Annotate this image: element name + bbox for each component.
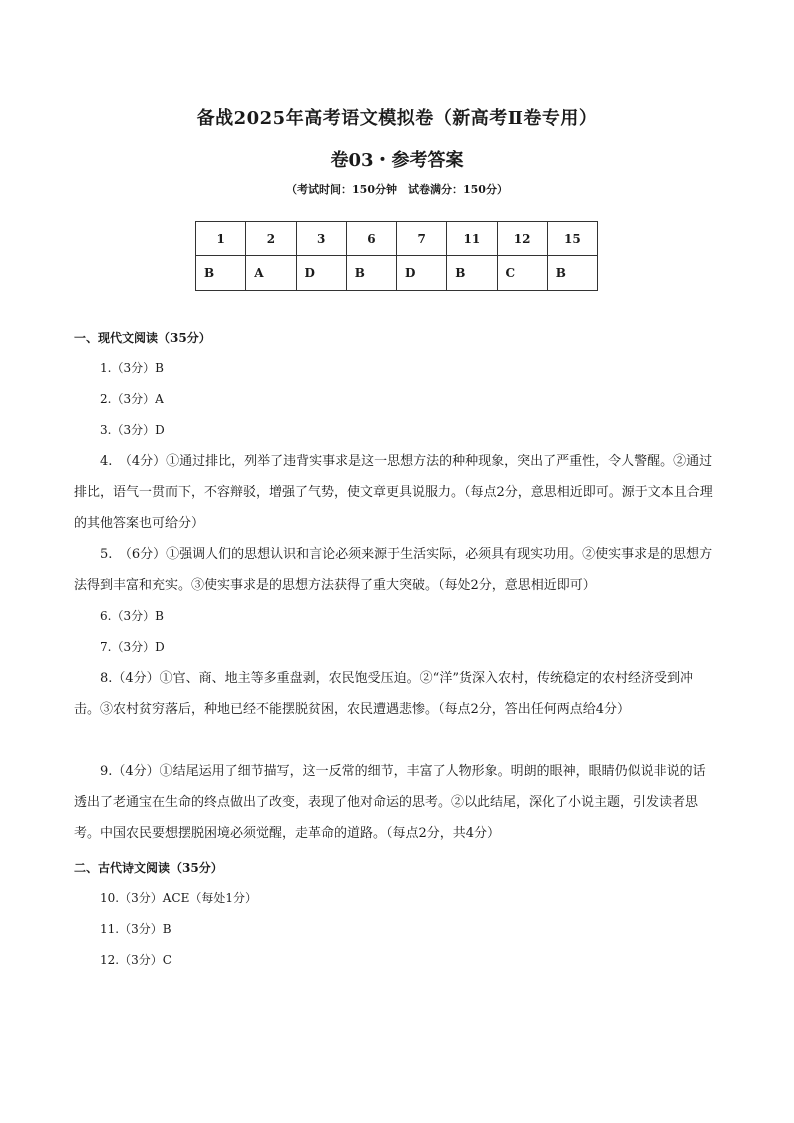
answer-cell: D <box>397 256 447 291</box>
answer-cell: A <box>246 256 296 291</box>
question-number-cell: 11 <box>447 222 497 256</box>
answer-item-8: 8.（4分）①官、商、地主等多重盘剥，农民饱受压迫。②“洋”货深入农村，传统稳定的农村经济受到冲击。③农村贫穷落后，种地已经不能摆脱贫困，农民遭遇悲惨。（每点2分，答出任何两点给4分） <box>74 671 693 717</box>
answer-table-header-row <box>196 222 598 256</box>
question-number-cell: 15 <box>547 222 597 256</box>
question-number-cell: 1 <box>196 222 246 256</box>
answer-cell: B <box>196 256 246 291</box>
answer-item-9: 9.（4分）①结尾运用了细节描写，这一反常的细节，丰富了人物形象。明朗的眼神，眼睛仍似说非说的话透出了老通宝在生命的终点做出了改变，表现了他对命运的思考。②以此结尾，深化了小说主题，引发读者思考。中国农民要想摆脱困境必须觉醒，走革命的道路。（每点2分，共4分） <box>74 764 706 841</box>
answer-table <box>195 221 598 291</box>
exam-info: （考试时间：150分钟 试卷满分：150分） <box>286 183 508 196</box>
document-subtitle: 卷03・参考答案 <box>330 150 464 171</box>
answer-item-6: 6.（3分）B <box>100 609 164 623</box>
question-number-cell: 3 <box>296 222 346 256</box>
answer-item-1: 1.（3分）B <box>100 361 164 375</box>
question-number-cell: 12 <box>497 222 547 256</box>
document-title: 备战2025年高考语文模拟卷（新高考Ⅱ卷专用） <box>196 108 598 129</box>
answer-cell: B <box>447 256 497 291</box>
answer-item-5: 5. （6分）①强调人们的思想认识和言论必须来源于生活实际，必须具有现实功用。②使实事求是的思想方法得到丰富和充实。③使实事求是的思想方法获得了重大突破。（每处2分，意思相近即可） <box>74 547 713 593</box>
section-heading-modern-reading: 一、现代文阅读（35分） <box>74 331 211 345</box>
answer-cell: D <box>296 256 346 291</box>
answer-cell: B <box>547 256 597 291</box>
answer-item-3: 3.（3分）D <box>100 423 165 437</box>
question-number-cell: 2 <box>246 222 296 256</box>
answer-item-11: 11.（3分）B <box>100 922 172 936</box>
answer-item-12: 12.（3分）C <box>100 953 172 967</box>
answer-item-4: 4. （4分）①通过排比，列举了违背实事求是这一思想方法的种种现象，突出了严重性，令人警醒。②通过排比，语气一贯而下，不容辩驳，增强了气势，使文章更具说服力。（每点2分，意思相近即可。源于文本且合理的其他答案也可给分） <box>74 454 713 531</box>
question-number-cell: 7 <box>397 222 447 256</box>
question-number-cell: 6 <box>346 222 396 256</box>
section-heading-classical-reading: 二、古代诗文阅读（35分） <box>74 861 223 875</box>
answer-item-10: 10.（3分）ACE（每处1分） <box>100 891 257 905</box>
answer-item-7: 7.（3分）D <box>100 640 165 654</box>
answer-item-2: 2.（3分）A <box>100 392 164 406</box>
answer-cell: B <box>346 256 396 291</box>
answer-table-answer-row <box>196 256 598 291</box>
answer-cell: C <box>497 256 547 291</box>
